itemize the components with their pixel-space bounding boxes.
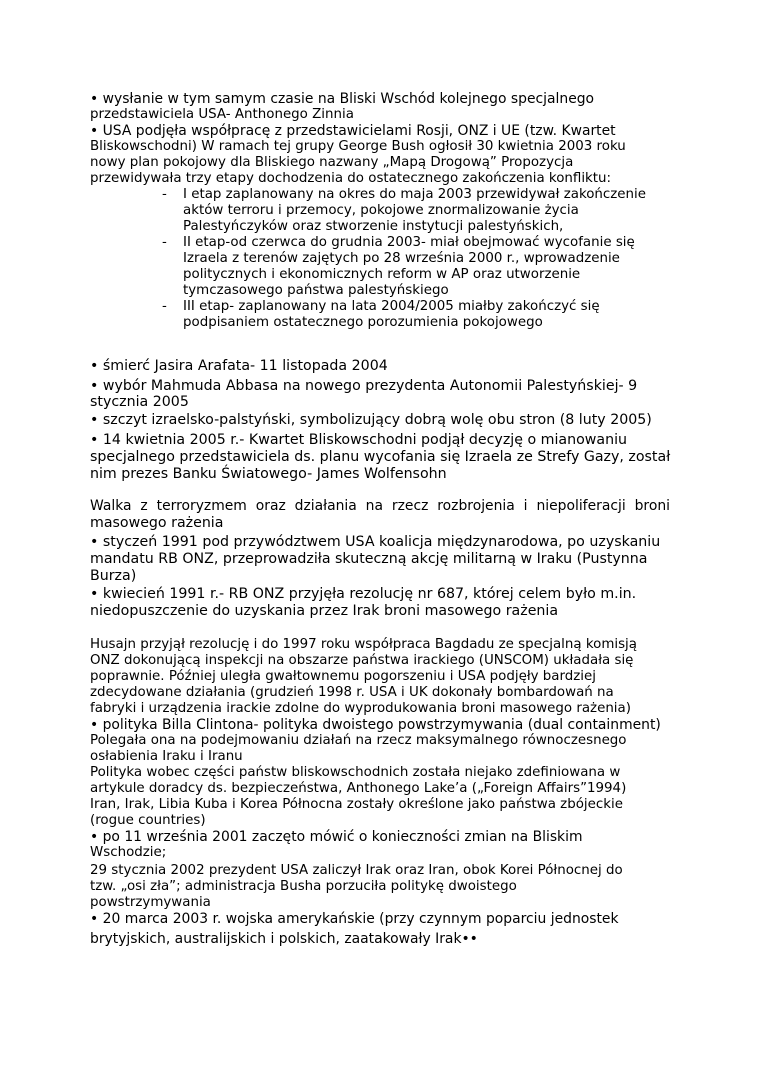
bullet-line: • 14 kwietnia 2005 r.- Kwartet Bliskowschodni podjął decyzję o mianowaniu: [90, 432, 627, 448]
text-line: Iran, Irak, Libia Kuba i Korea Północna zostały określone jako państwa zbójeckie: [90, 797, 623, 812]
text-line: specjalnego przedstawiciela ds. planu wycofania się Izraela ze Strefy Gazy, został: [90, 449, 671, 465]
list-item-line: I etap zaplanowany na okres do maja 2003 przewidywał zakończenie: [183, 187, 646, 202]
bullet-line: • wysłanie w tym samym czasie na Bliski Wschód kolejnego specjalnego: [90, 91, 595, 107]
text-line: mandatu RB ONZ, przeprowadziła skuteczną akcję militarną w Iraku (Pustynna: [90, 551, 648, 567]
list-item-line: Palestyńczyków oraz stworzenie instytucji palestyńskich,: [183, 219, 564, 234]
text-line: przewidywała trzy etapy dochodzenia do ostatecznego zakończenia konfliktu:: [90, 171, 612, 186]
list-item-line: II etap-od czerwca do grudnia 2003- miał obejmować wycofanie się: [183, 235, 635, 250]
bullet-line: • po 11 września 2001 zaczęto mówić o konieczności zmian na Bliskim: [90, 829, 583, 845]
bullet-line: • 20 marca 2003 r. wojska amerykańskie (przy czynnym poparciu jednostek: [90, 911, 619, 927]
bullet-line: • szczyt izraelsko-palstyński, symbolizujący dobrą wolę obu stron (8 luty 2005): [90, 412, 652, 428]
text-line: Polityka wobec części państw bliskowschodnich została niejako zdefiniowana w: [90, 765, 621, 780]
section-heading-line: masowego rażenia: [90, 515, 224, 531]
text-line: artykule doradcy ds. bezpieczeństwa, Anthonego Lake’a („Foreign Affairs”1994): [90, 781, 627, 796]
bullet-line: • styczeń 1991 pod przywództwem USA koalicja międzynarodowa, po uzyskaniu: [90, 534, 661, 550]
text-line: tzw. „osi zła”; administracja Busha porzuciła politykę dwoistego: [90, 879, 517, 894]
text-line: przedstawiciela USA- Anthonego Zinnia: [90, 107, 354, 122]
dash-marker: -: [162, 299, 167, 314]
text-line: osłabienia Iraku i Iranu: [90, 749, 243, 764]
list-item-line: tymczasowego państwa palestyńskiego: [183, 283, 449, 298]
list-item-line: III etap- zaplanowany na lata 2004/2005 miałby zakończyć się: [183, 299, 600, 314]
dash-marker: -: [162, 187, 167, 202]
text-line: Husajn przyjął rezolucję i do 1997 roku współpraca Bagdadu ze specjalną komisją: [90, 637, 637, 652]
text-line: stycznia 2005: [90, 394, 189, 410]
bullet-line: • kwiecień 1991 r.- RB ONZ przyjęła rezolucję nr 687, której celem było m.in.: [90, 586, 637, 602]
dash-marker: -: [162, 235, 167, 250]
section-heading-line: Walka z terroryzmem oraz działania na rzecz rozbrojenia i niepoliferacji broni: [90, 498, 670, 514]
list-item-line: politycznych i ekonomicznych reform w AP oraz utworzenie: [183, 267, 581, 282]
text-line: brytyjskich, australijskich i polskich, zaatakowały Irak••: [90, 931, 478, 947]
bullet-line: • polityka Billa Clintona- polityka dwoistego powstrzymywania (dual containment): [90, 717, 661, 733]
text-line: zdecydowane działania (grudzień 1998 r. USA i UK dokonały bombardowań na: [90, 685, 614, 700]
text-line: niedopuszczenie do uzyskania przez Irak broni masowego rażenia: [90, 603, 559, 619]
text-line: poprawnie. Później uległa gwałtownemu pogorszeniu i USA podjęły bardziej: [90, 669, 596, 684]
text-line: Burza): [90, 568, 137, 584]
text-line: powstrzymywania: [90, 895, 211, 910]
text-line: Polegała ona na podejmowaniu działań na rzecz maksymalnego równoczesnego: [90, 733, 627, 748]
bullet-line: • USA podjęła współpracę z przedstawicielami Rosji, ONZ i UE (tzw. Kwartet: [90, 123, 616, 139]
text-line: 29 stycznia 2002 prezydent USA zaliczył Irak oraz Iran, obok Korei Północnej do: [90, 863, 623, 878]
list-item-line: podpisaniem ostatecznego porozumienia pokojowego: [183, 315, 543, 330]
text-line: Wschodzie;: [90, 845, 167, 860]
text-line: (rogue countries): [90, 813, 206, 828]
list-item-line: Izraela z terenów zajętych po 28 września 2000 r., wprowadzenie: [183, 251, 620, 266]
list-item-line: aktów terroru i przemocy, pokojowe znormalizowanie życia: [183, 203, 579, 218]
text-line: ONZ dokonującą inspekcji na obszarze państwa irackiego (UNSCOM) układała się: [90, 653, 634, 668]
bullet-line: • śmierć Jasira Arafata- 11 listopada 2004: [90, 358, 388, 374]
text-line: Bliskowschodni) W ramach tej grupy George Bush ogłosił 30 kwietnia 2003 roku: [90, 139, 626, 154]
text-line: fabryki i urządzenia irackie zdolne do wyprodukowania broni masowego rażenia): [90, 701, 631, 716]
text-line: nim prezes Banku Światowego- James Wolfensohn: [90, 466, 447, 482]
text-line: nowy plan pokojowy dla Bliskiego nazwany „Mapą Drogową” Propozycja: [90, 155, 574, 170]
bullet-line: • wybór Mahmuda Abbasa na nowego prezydenta Autonomii Palestyńskiej- 9: [90, 378, 638, 394]
